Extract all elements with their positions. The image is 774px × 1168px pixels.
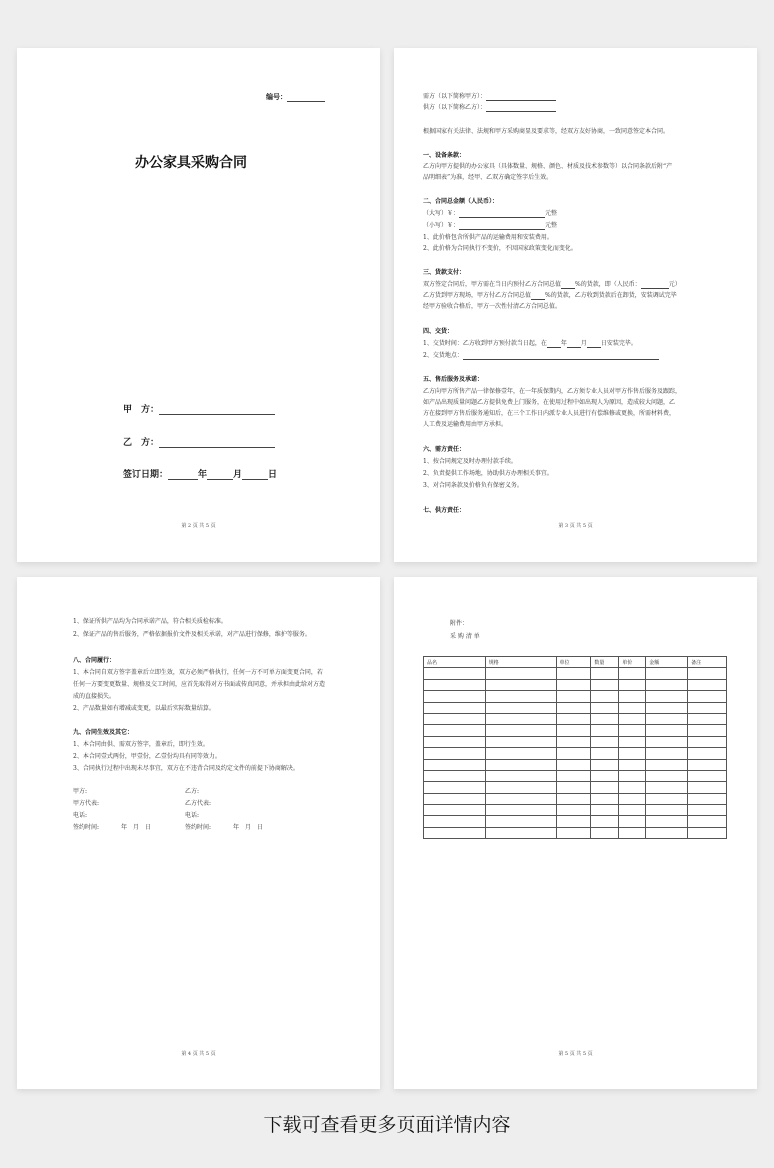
delivery-year-label: 年 <box>560 340 567 347</box>
table-cell <box>591 668 619 679</box>
table-row <box>424 691 727 702</box>
table-cell <box>485 793 556 804</box>
section-8-line-3: 成的直接损失。 <box>73 693 116 700</box>
year-blank <box>168 470 198 480</box>
table-cell <box>619 805 646 816</box>
table-cell <box>591 816 619 827</box>
table-row <box>424 679 727 690</box>
table-cell <box>688 748 727 759</box>
table-cell <box>688 770 727 781</box>
table-cell <box>619 679 646 690</box>
s3-text-a: 双方签定合同后，甲方需在当日内预付乙方合同总值 <box>423 281 562 288</box>
amount-lower-unit: 元整 <box>545 222 558 229</box>
sign-date-field <box>123 467 277 480</box>
table-cell <box>591 748 619 759</box>
amount-upper-unit: 元整 <box>545 210 558 217</box>
table-cell <box>591 793 619 804</box>
contract-title: 办公家具采购合同 <box>135 155 247 171</box>
table-cell <box>646 770 688 781</box>
amount-lower-label: （小写）￥： <box>423 222 460 229</box>
sign-party-a: 甲方: <box>73 788 88 795</box>
section-9-item-1: 1、本合同由供、需双方签字，盖章后，即行生效。 <box>73 741 209 748</box>
page-footer: 第 2 页 共 5 页 <box>181 523 216 529</box>
sign-date-label: 签订日期： <box>123 470 169 480</box>
col-header-amount: 金额 <box>646 657 688 668</box>
section-5-line-2: 如产品出现质量问题乙方提供免费上门服务，在使用过程中如出现人为原因，造成较大问题，乙 <box>423 399 676 406</box>
buyer-label: 需方（以下简称甲方）： <box>423 93 487 100</box>
table-cell <box>485 702 556 713</box>
section-8-line-1: 1、本合同自双方签字盖章后立即生效，双方必须严格执行，任何一方不可单方面变更合同，若 <box>73 669 323 676</box>
table-row <box>424 713 727 724</box>
table-cell <box>424 702 486 713</box>
section-1-title: 一、设备条款： <box>423 152 466 159</box>
section-5-line-1: 乙方向甲方所售产品一律保修壹年，在一年质保期内，乙方须专业人员对甲方作售后服务及跟踪， <box>423 388 682 395</box>
table-row <box>424 668 727 679</box>
table-cell <box>424 770 486 781</box>
table-cell <box>619 736 646 747</box>
section-7-title: 七、供方责任： <box>423 507 466 514</box>
table-cell <box>591 770 619 781</box>
table-cell <box>424 691 486 702</box>
table-cell <box>556 668 591 679</box>
contract-number-blank <box>287 95 325 102</box>
table-row <box>424 725 727 736</box>
section-3-line-2 <box>423 291 677 300</box>
table-row <box>424 805 727 816</box>
table-cell <box>619 748 646 759</box>
table-cell <box>646 668 688 679</box>
section-1-line-2: 品明细表”为准，经甲、乙双方确定签字后生效。 <box>423 174 553 181</box>
table-cell <box>485 782 556 793</box>
party-b-blank <box>159 438 275 448</box>
sign-party-b: 乙方: <box>185 788 200 795</box>
section-3-title: 三、货款支付： <box>423 269 466 276</box>
year-label: 年 <box>198 470 208 480</box>
delivery-month-blank <box>567 341 581 348</box>
purchase-list-table <box>423 656 727 839</box>
delivery-time-line <box>423 339 637 348</box>
supplier-duty-item-1: 1、保证所供产品均为合同承诺产品，符合相关质检标准。 <box>73 618 227 625</box>
table-cell <box>485 679 556 690</box>
col-header-unit: 单位 <box>556 657 591 668</box>
table-cell <box>688 805 727 816</box>
table-header-row <box>424 657 727 668</box>
table-cell <box>485 713 556 724</box>
delivery-place-label: 2、交货地点： <box>423 352 463 359</box>
table-cell <box>424 725 486 736</box>
table-cell <box>591 725 619 736</box>
table-cell <box>646 827 688 838</box>
sign-time-b <box>185 823 263 832</box>
month-blank <box>207 470 233 480</box>
amount-upper-line <box>423 209 557 218</box>
amount-upper-blank <box>459 211 545 218</box>
section-3-line-1 <box>423 280 681 289</box>
table-cell <box>646 702 688 713</box>
contract-cover-page <box>17 48 380 562</box>
delivery-day-label: 日安装完毕。 <box>600 340 637 347</box>
party-a-blank <box>159 405 275 415</box>
table-cell <box>556 691 591 702</box>
table-cell <box>688 827 727 838</box>
table-cell <box>688 668 727 679</box>
sign-tel-b: 电话: <box>185 812 200 819</box>
table-cell <box>424 793 486 804</box>
section-5-line-3: 方在接到甲方售后服务通知后，在三个工作日内派专业人员进行有偿维修或更换，所需材料费， <box>423 410 676 417</box>
delivery-month-label: 月 <box>580 340 587 347</box>
sign-time-b-date: 年 月 日 <box>233 824 264 831</box>
purchase-list-title: 采 购 清 单 <box>450 633 480 640</box>
sign-time-b-label: 签约时间: <box>185 824 212 831</box>
party-a-field <box>123 402 275 415</box>
seller-label: 供方（以下简称乙方）： <box>423 104 487 111</box>
table-cell <box>556 805 591 816</box>
table-cell <box>485 748 556 759</box>
table-cell <box>619 713 646 724</box>
col-header-quantity: 数量 <box>591 657 619 668</box>
table-cell <box>591 782 619 793</box>
seller-blank <box>486 105 556 112</box>
table-row <box>424 793 727 804</box>
page-footer: 第 4 页 共 5 页 <box>181 1051 216 1057</box>
table-cell <box>591 679 619 690</box>
table-cell <box>619 793 646 804</box>
table-cell <box>556 702 591 713</box>
table-cell <box>485 668 556 679</box>
table-cell <box>646 748 688 759</box>
table-row <box>424 702 727 713</box>
section-4-title: 四、交货： <box>423 328 454 335</box>
col-header-name: 品名 <box>424 657 486 668</box>
table-cell <box>485 691 556 702</box>
purchase-list-page <box>394 577 757 1089</box>
section-5-title: 五、售后服务及承诺： <box>423 376 484 383</box>
table-cell <box>485 770 556 781</box>
table-cell <box>556 793 591 804</box>
table-cell <box>688 816 727 827</box>
party-a-label: 甲 方： <box>123 405 160 415</box>
table-cell <box>646 805 688 816</box>
contract-number-label: 编号： <box>266 93 287 101</box>
s3-text-b: %的货款，即（人民币： <box>575 281 641 288</box>
sign-tel-a: 电话: <box>73 812 88 819</box>
table-cell <box>556 713 591 724</box>
table-cell <box>619 759 646 770</box>
table-cell <box>619 782 646 793</box>
table-cell <box>619 816 646 827</box>
section-2-note-1: 1、此价格包含所供产品的运输费用和安装费用。 <box>423 234 553 241</box>
month-label: 月 <box>233 470 243 480</box>
table-cell <box>688 782 727 793</box>
sign-time-a-label: 签约时间: <box>73 824 100 831</box>
s3-text-d: 乙方货到甲方现场，甲方付乙方合同总值 <box>423 292 532 299</box>
contract-number-field <box>266 92 325 102</box>
sign-time-a-date: 年 月 日 <box>121 824 152 831</box>
section-8-line-4: 2、产品数量如有增减或变更，以最后实际数量结算。 <box>73 705 215 712</box>
seller-line <box>423 103 556 112</box>
table-cell <box>485 725 556 736</box>
table-cell <box>591 736 619 747</box>
intro-text: 根据国家有关法律、法规和甲方采购商显及要求等，经双方友好协商，一致同意签定本合同。 <box>423 128 670 135</box>
day-blank <box>242 470 268 480</box>
page-footer: 第 3 页 共 5 页 <box>558 523 593 529</box>
table-cell <box>424 827 486 838</box>
section-9-title: 九、合同生效及其它： <box>73 729 134 736</box>
col-header-price: 单价 <box>619 657 646 668</box>
table-row <box>424 816 727 827</box>
table-cell <box>688 713 727 724</box>
delivery-place-line <box>423 351 659 360</box>
table-cell <box>485 816 556 827</box>
prepay-percent-blank <box>561 282 575 289</box>
table-cell <box>424 816 486 827</box>
section-2-note-2: 2、此价格为合同执行不变价，不因国家政策变化而变化。 <box>423 245 577 252</box>
delivery-year-blank <box>547 341 561 348</box>
table-cell <box>556 748 591 759</box>
delivery-percent-blank <box>531 293 545 300</box>
section-2-title: 二、合同总金额（人民币）： <box>423 198 499 205</box>
table-cell <box>591 805 619 816</box>
prepay-amount-blank <box>641 282 669 289</box>
table-cell <box>646 782 688 793</box>
amount-upper-label: （大写）￥： <box>423 210 460 217</box>
table-cell <box>424 805 486 816</box>
section-6-item-3: 3、对合同条款及价格负有保密义务。 <box>423 482 523 489</box>
col-header-remark: 备注 <box>688 657 727 668</box>
section-8-line-2: 任何一方要变更数量、规格及交工时间，应首先取得对方书面或传真同意，并承担由此给对方造 <box>73 681 326 688</box>
delivery-day-blank <box>587 341 601 348</box>
table-cell <box>424 679 486 690</box>
delivery-time-label: 1、交货时间：乙方收到甲方预付款当日起，在 <box>423 340 547 347</box>
buyer-blank <box>486 94 556 101</box>
party-b-field <box>123 435 275 448</box>
table-cell <box>646 736 688 747</box>
s3-text-e: %的货款，乙方收到货款后在卸货，安装调试完毕 <box>545 292 677 299</box>
table-cell <box>619 725 646 736</box>
section-1-line-1: 乙方向甲方提供的办公家具（具体数量、规格、颜色、材质及技术参数等）以合同条款后附“产 <box>423 163 673 170</box>
table-cell <box>688 736 727 747</box>
section-3-line-3: 经甲方验收合格后，甲方一次性付清乙方合同总值。 <box>423 303 562 310</box>
table-cell <box>688 679 727 690</box>
table-cell <box>556 782 591 793</box>
s3-text-c: 元） <box>668 281 681 288</box>
col-header-spec: 规格 <box>485 657 556 668</box>
table-cell <box>556 736 591 747</box>
table-cell <box>424 736 486 747</box>
section-9-item-2: 2、本合同壹式两份，甲壹份，乙壹份均具有同等效力。 <box>73 753 221 760</box>
section-9-item-3: 3、合同执行过程中出现未尽事宜，双方在不违背合同及约定文件的前提下协商解决。 <box>73 765 299 772</box>
amount-lower-line <box>423 221 557 230</box>
table-cell <box>646 793 688 804</box>
attachment-label: 附件： <box>450 620 469 627</box>
table-cell <box>646 679 688 690</box>
table-cell <box>485 736 556 747</box>
day-label: 日 <box>268 470 278 480</box>
table-cell <box>688 725 727 736</box>
section-8-title: 八、合同履行： <box>73 657 116 664</box>
table-cell <box>424 748 486 759</box>
section-5-line-4: 人工费及运输费用由甲方承担。 <box>423 421 508 428</box>
section-6-title: 六、需方责任： <box>423 446 466 453</box>
table-cell <box>688 793 727 804</box>
table-cell <box>646 713 688 724</box>
table-cell <box>485 805 556 816</box>
table-cell <box>485 827 556 838</box>
page-footer: 第 5 页 共 5 页 <box>558 1051 593 1057</box>
table-cell <box>591 713 619 724</box>
table-cell <box>688 702 727 713</box>
amount-lower-blank <box>459 223 545 230</box>
table-cell <box>591 759 619 770</box>
table-row <box>424 782 727 793</box>
table-cell <box>556 759 591 770</box>
sign-rep-b: 乙方代表: <box>185 800 212 807</box>
table-row <box>424 736 727 747</box>
section-6-item-1: 1、按合同规定及时办理付款手续。 <box>423 458 517 465</box>
table-cell <box>619 770 646 781</box>
table-cell <box>556 827 591 838</box>
section-6-item-2: 2、负责提供工作场地，协助供方办理相关事宜。 <box>423 470 553 477</box>
table-cell <box>424 713 486 724</box>
table-cell <box>646 725 688 736</box>
table-cell <box>556 725 591 736</box>
table-cell <box>619 691 646 702</box>
table-cell <box>424 668 486 679</box>
table-cell <box>688 759 727 770</box>
table-cell <box>485 759 556 770</box>
table-cell <box>688 691 727 702</box>
table-cell <box>556 679 591 690</box>
download-caption: 下载可查看更多页面详情内容 <box>263 1114 511 1136</box>
table-cell <box>556 816 591 827</box>
table-cell <box>591 827 619 838</box>
table-cell <box>591 702 619 713</box>
contract-page-terms-1 <box>394 48 757 562</box>
table-cell <box>646 759 688 770</box>
party-b-label: 乙 方： <box>123 438 160 448</box>
delivery-place-blank <box>463 353 659 360</box>
table-cell <box>591 691 619 702</box>
table-row <box>424 759 727 770</box>
table-cell <box>619 668 646 679</box>
table-row <box>424 748 727 759</box>
table-cell <box>556 770 591 781</box>
table-row <box>424 827 727 838</box>
table-cell <box>646 691 688 702</box>
table-cell <box>646 816 688 827</box>
contract-page-terms-2 <box>17 577 380 1089</box>
supplier-duty-item-2: 2、保证产品的售后服务，严格依据报价文件及相关承诺，对产品进行保修，维护等服务。 <box>73 631 311 638</box>
sign-time-a <box>73 823 151 832</box>
buyer-line <box>423 92 556 101</box>
table-cell <box>619 827 646 838</box>
table-row <box>424 770 727 781</box>
table-cell <box>424 759 486 770</box>
table-cell <box>424 782 486 793</box>
table-cell <box>619 702 646 713</box>
sign-rep-a: 甲方代表: <box>73 800 100 807</box>
